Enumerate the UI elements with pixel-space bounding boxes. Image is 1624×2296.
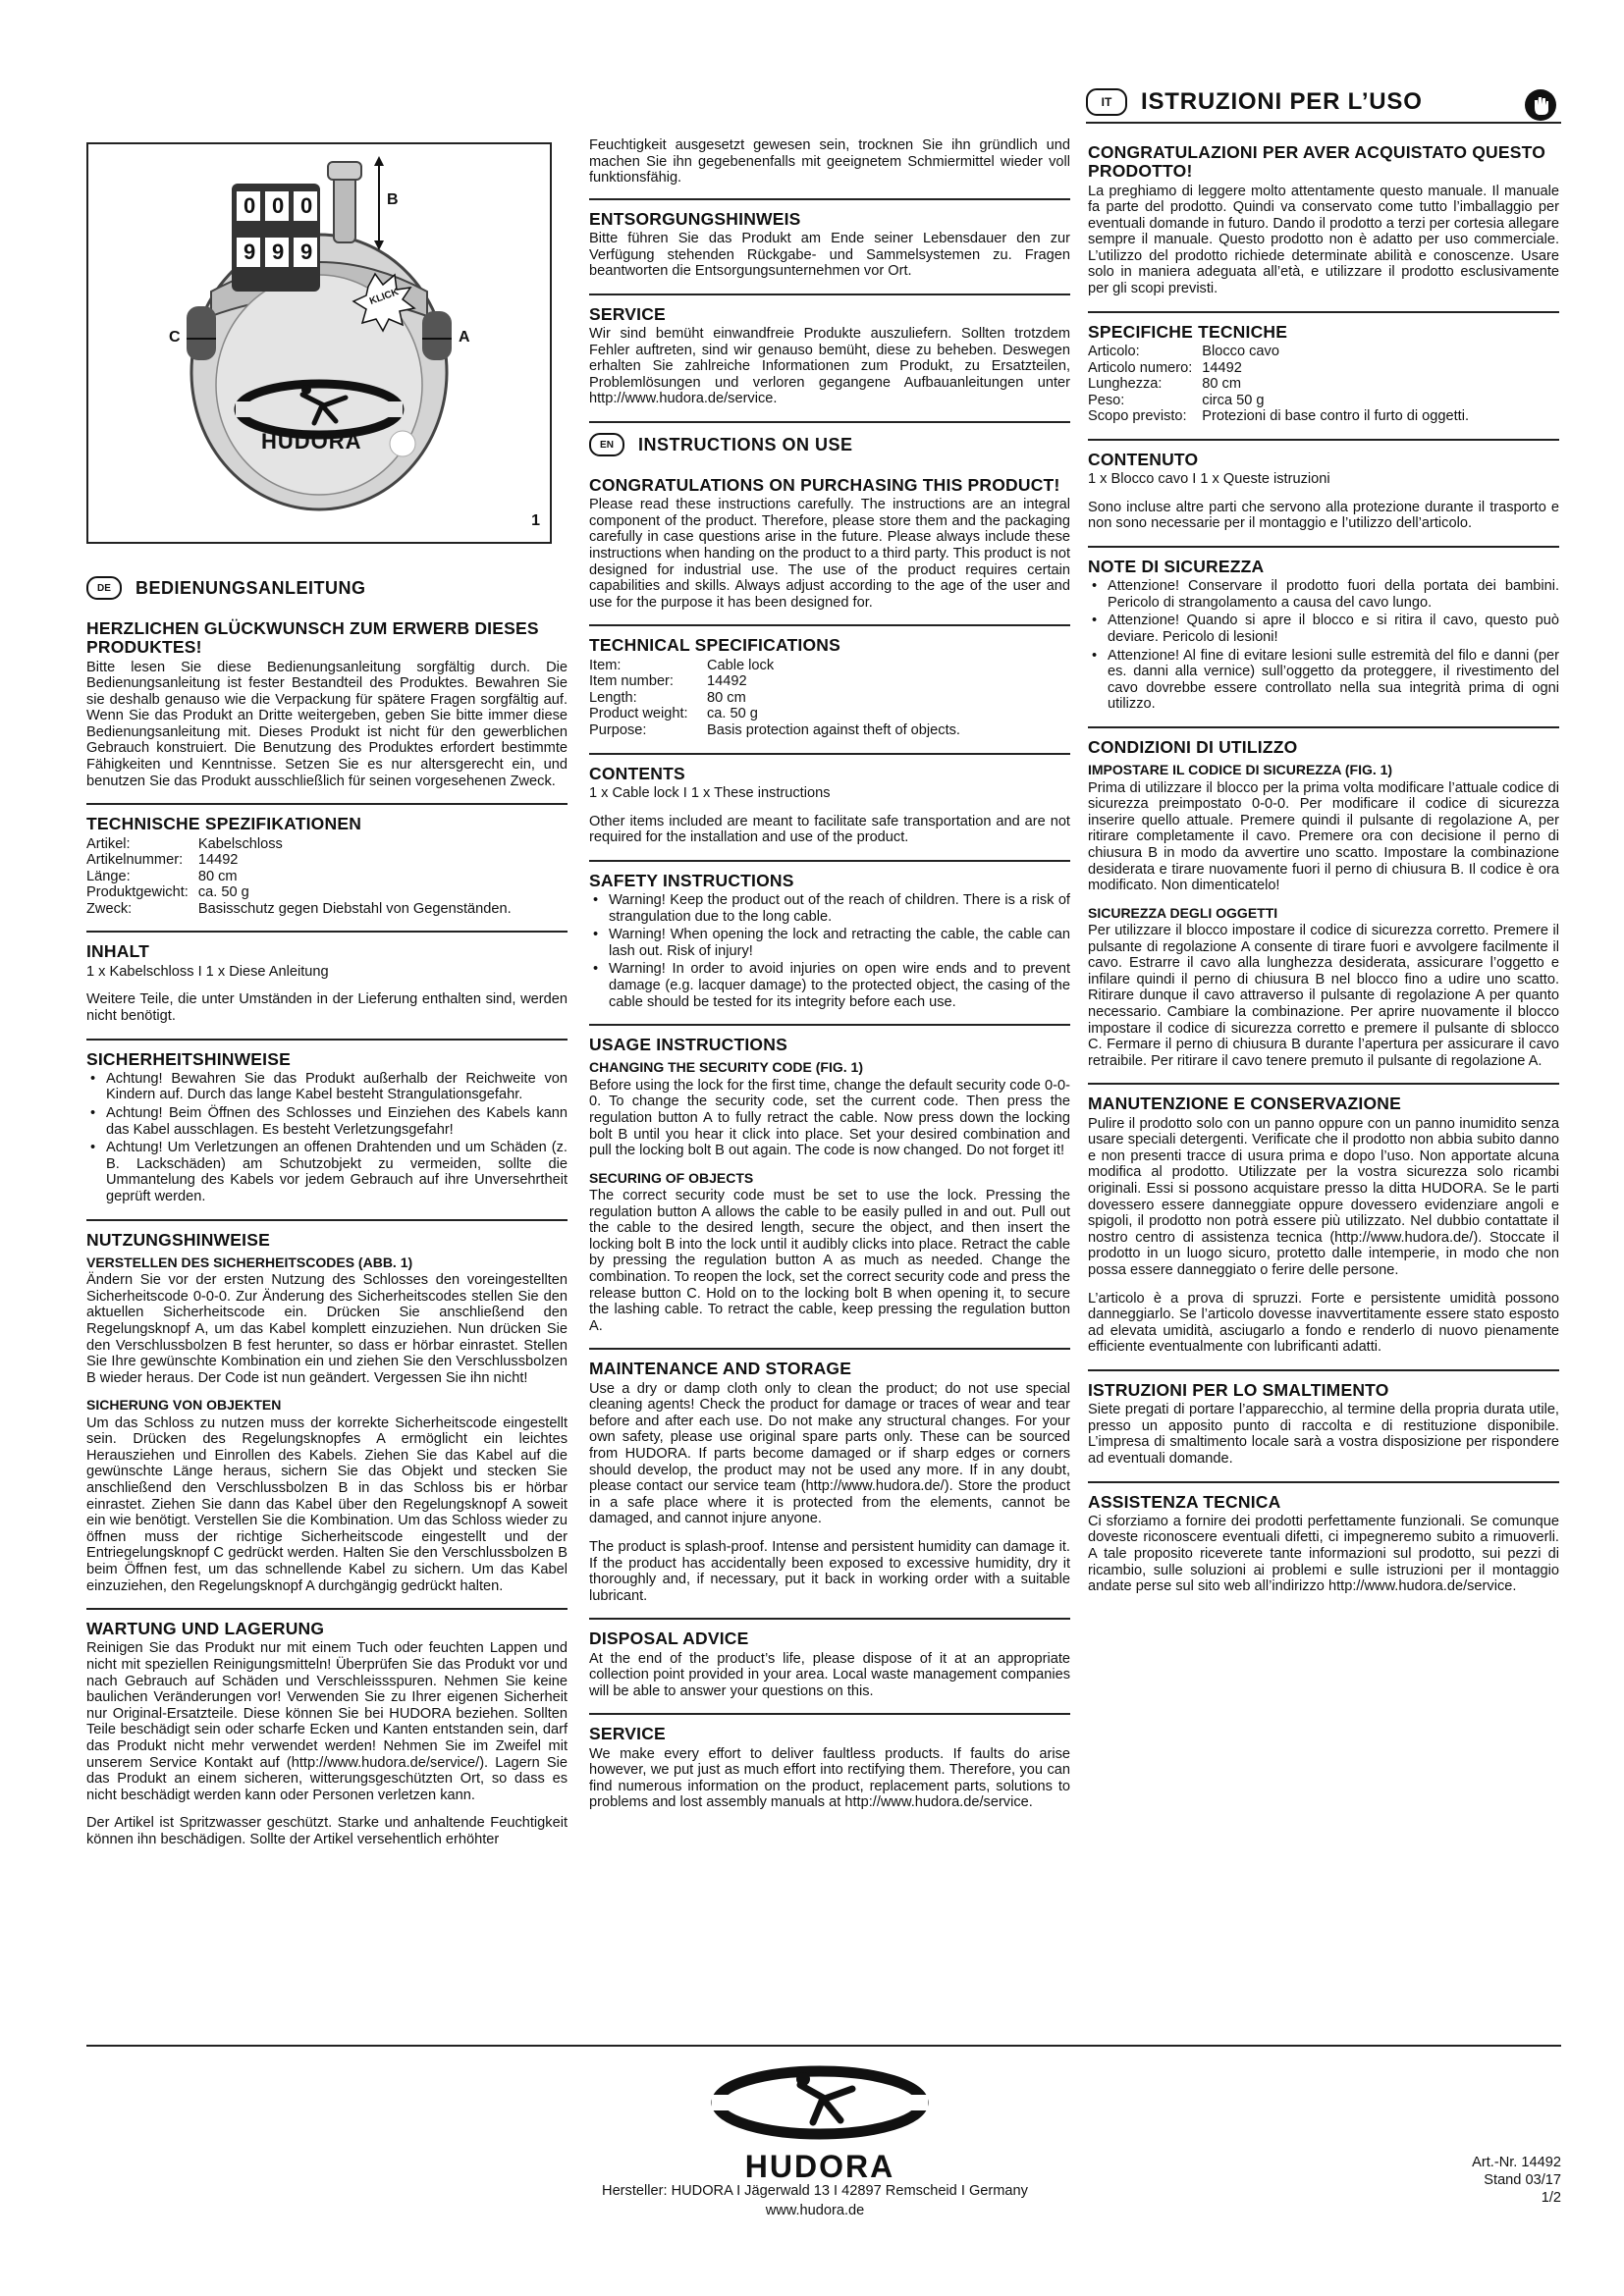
it-usage	[1088, 726, 1559, 1070]
section-heading: SICHERHEITSHINWEISE	[86, 1039, 568, 1069]
dial-digit: 0	[244, 193, 256, 218]
spec-value: 14492	[707, 673, 747, 690]
brand-wordmark: HUDORA	[744, 2149, 895, 2184]
subheading: IMPOSTARE IL CODICE DI SICUREZZA (FIG. 1)	[1088, 762, 1393, 778]
document-header	[1086, 88, 1423, 116]
paragraph: Prima di utilizzare il blocco per la prima volta modificare l’attuale codice di sicurezza preimpostato 0-0-0. Per modificare il codice di sicurezza inserire quello attuale. Premere quindi il pulsante di regolazione A, per ritirare completamente il cavo. Premere ora con decisione il perno di chiusura B in modo da avvertire uno scatto. Impostare la combinazione desiderata e tirare nuovamente fuori il perno di chiusura B. Il codice è ora modificato. Non dimenticatelo!	[1088, 779, 1559, 894]
list-item: • Achtung! Um Verletzungen an offenen Drahtenden und um Schäden (z. B. Lackschäden) am Schutzobjekt zu vermeiden, sollte die Ummantelung des Kabels vor jedem Gebrauch auf ihre Unversehrtheit geprüft werden.	[106, 1140, 568, 1204]
section-heading: USAGE INSTRUCTIONS	[589, 1024, 1070, 1054]
section-heading: MAINTENANCE AND STORAGE	[589, 1348, 1070, 1378]
section-heading: NOTE DI SICUREZZA	[1088, 546, 1559, 576]
spec-key: Length:	[589, 689, 637, 706]
spec-value: Basisschutz gegen Diebstahl von Gegenständen.	[197, 900, 512, 917]
paragraph: 1 x Blocco cavo I 1 x Queste istruzioni	[1088, 471, 1330, 488]
list-item: • Achtung! Beim Öffnen des Schlosses und Einziehen des Kabels kann das Kabel ausschlagen. Es besteht Verletzungsgefahr!	[106, 1105, 568, 1138]
subheading: SECURING OF OBJECTS	[589, 1169, 754, 1186]
en-maintenance	[589, 1348, 1070, 1604]
section-heading: SERVICE	[589, 294, 1070, 324]
column-german	[86, 572, 568, 1862]
spec-row	[1088, 408, 1479, 425]
list-item: • Warning! When opening the lock and retracting the cable, the cable can lash out. Risk of injury!	[609, 927, 1070, 959]
dial-digit: 9	[244, 240, 256, 264]
paragraph: Um das Schloss zu nutzen muss der korrekte Sicherheitscode eingestellt sein. Drücken des Regelungsknopfes A ermöglicht ein leichtes Herausziehen und Einrollen des Kabels. Ziehen Sie das Kabel auf die gewünschte Länge heraus, sichern Sie das Objekt und stecken Sie anschließend den Verschlussbolzen B in das Schloss bis er hörbar einrastet. Ziehen Sie dann das Kabel über den Regelungsknopf A soweit ein wie benötigt. Verstellen Sie die Kombination. Um das Schloss wieder zu öffnen muss der richtige Sicherheitscode eingestellt und der Entriegelungsknopf C gedrückt werden. Halten Sie den Verschlussbolzen B beim Öffnen fest, um das schnellende Kabel zu sichern. Um das Kabel einzuziehen, den Regelungsknopf A durchgängig gedrückt halten.	[86, 1415, 568, 1594]
german-section-header	[86, 576, 568, 600]
en-contents	[589, 753, 1070, 846]
spec-key: Peso:	[1088, 392, 1125, 408]
figure-brand: HUDORA	[261, 429, 362, 454]
spec-row	[1088, 360, 1479, 377]
subheading: VERSTELLEN DES SICHERHEITSCODES (ABB. 1)	[86, 1254, 413, 1270]
spec-key: Articolo numero:	[1088, 359, 1193, 376]
spec-key: Länge:	[86, 868, 131, 884]
it-service	[1088, 1481, 1559, 1595]
brand-swoosh-icon	[707, 2063, 933, 2142]
spec-value: Protezioni di base contro il furto di oggetti.	[1202, 408, 1470, 425]
spec-row	[86, 901, 521, 918]
spec-key: Articolo:	[1088, 343, 1140, 359]
language-badge-it: IT	[1086, 88, 1127, 116]
de-spec	[86, 803, 568, 917]
safety-list	[1088, 578, 1559, 713]
spec-value: ca. 50 g	[707, 706, 758, 722]
spec-value: 80 cm	[707, 689, 746, 706]
section-heading: ENTSORGUNGSHINWEIS	[589, 198, 1070, 229]
figure-label-b: B	[387, 191, 399, 208]
paragraph: Please read these instructions carefully. The instructions are an integral component of the product. Therefore, please store them and the packaging carefully in case questions arise in the future. Please always include these instructions when handing on the product to a third party. This product is not designed for industrial use. The use of the product requires certain capabilities and skills. Always adjust according to the age of the user and use for the purpose it has been designed for.	[589, 497, 1070, 611]
page-number: 1/2	[1541, 2190, 1561, 2206]
section-heading: TECHNICAL SPECIFICATIONS	[589, 624, 1070, 655]
section-heading: CONGRATULATIONS ON PURCHASING THIS PRODUCT!	[589, 475, 1060, 496]
spec-value: Basis protection against theft of objects.	[707, 722, 960, 739]
spec-row	[1088, 376, 1479, 393]
paragraph: Siete pregati di portare l’apparecchio, al termine della propria durata utile, presso un apposito punto di raccolta e di restituzione disponibile. L’impresa di smaltimento locale sarà a vostra disposizione per rispondere ad eventuali domande.	[1088, 1402, 1559, 1468]
it-maintenance	[1088, 1083, 1559, 1356]
spec-key: Artikel:	[86, 835, 131, 852]
de-congrats	[86, 614, 568, 789]
spec-key: Artikelnummer:	[86, 852, 184, 869]
paragraph: The correct security code must be set to use the lock. Pressing the regulation button A allows the cable to be easily pulled in and out. Pull out the cable to the desired length, secure the object, and then insert the locking bolt B into the lock until it audibly clicks into place. Retract the cable by pressing the regulation button A as much as needed. Change the combination. To reopen the lock, set the correct security code and press the release button C. Hold on to the locking bolt B when opening it, to secure the lashing cable. To retract the cable, keep pressing the regulation button A.	[589, 1188, 1070, 1334]
list-item: • Achtung! Bewahren Sie das Produkt außerhalb der Reichweite von Kindern auf. Durch das lange Kabel besteht Strangulationsgefahr.	[106, 1071, 568, 1103]
website-link[interactable]: www.hudora.de	[765, 2203, 865, 2218]
cable-lock-illustration	[88, 144, 550, 542]
paragraph: 1 x Kabelschloss I 1 x Diese Anleitung	[86, 963, 329, 980]
german-title: BEDIENUNGSANLEITUNG	[135, 577, 366, 598]
paragraph: Weitere Teile, die unter Umständen in der Lieferung enthalten sind, werden nicht benötigt.	[86, 991, 568, 1024]
spec-value: 14492	[197, 852, 239, 869]
spec-key: Item number:	[589, 673, 674, 690]
section-heading: SERVICE	[589, 1713, 1070, 1743]
revision-date: Stand 03/17	[1484, 2172, 1561, 2188]
paragraph: Use a dry or damp cloth only to clean the product; do not use special cleaning agents! Check the product for damage or traces of wear and tear before and after each use. Do not make any structural changes. For your own safety, please use original spare parts only. These can be sourced from HUDORA. If parts become damaged or if sharp edges or corners should develop, the product may not be used any more. If in any doubt, please contact our service team (http://www.hudora.de/). Store the product in a safe place where it is protected from the elements, cannot be damaged, and cannot injure anyone.	[589, 1380, 1070, 1527]
section-heading: ASSISTENZA TECNICA	[1088, 1481, 1559, 1512]
spec-row	[589, 706, 970, 722]
it-spec	[1088, 311, 1559, 425]
paragraph: Feuchtigkeit ausgesetzt gewesen sein, trocknen Sie ihn gründlich und machen Sie ihn gegebenenfalls mit geeignetem Schmiermittel wieder voll funktionsfähig.	[589, 137, 1070, 187]
en-congrats	[589, 470, 1070, 611]
paragraph: The product is splash-proof. Intense and persistent humidity can damage it. If the product has accidentally been exposed to excessive humidity, dry it thoroughly and, if necessary, put it back in working order with a suitable lubricant.	[589, 1539, 1070, 1604]
figure-label-c: C	[169, 329, 181, 346]
page-title: ISTRUZIONI PER L’USO	[1141, 88, 1423, 115]
paragraph: Sono incluse altre parti che servono alla protezione durante il trasporto e non sono necessarie per il montaggio e l’utilizzo dell’articolo.	[1088, 499, 1559, 532]
spec-row	[86, 836, 521, 853]
dial-digit: 0	[272, 193, 285, 218]
english-title: INSTRUCTIONS ON USE	[638, 434, 853, 454]
section-heading: CONTENUTO	[1088, 439, 1559, 469]
list-item: • Attenzione! Quando si apre il blocco e si ritira il cavo, questo può deviare. Pericolo di lesioni!	[1108, 613, 1559, 645]
section-heading: CONGRATULAZIONI PER AVER ACQUISTATO QUESTO PRODOTTO!	[1088, 142, 1546, 182]
spec-key: Zweck:	[86, 900, 133, 917]
en-service	[589, 1713, 1070, 1811]
hudora-logo	[707, 2063, 933, 2184]
it-disposal	[1088, 1369, 1559, 1468]
paragraph: Per utilizzare il blocco impostare il codice di sicurezza corretto. Premere il pulsante di regolazione A consente di tirare fuori e avvolgere facilmente il cavo. Estrarre il cavo alla lunghezza desiderata, assicurare l’oggetto e infilare quindi il perno di chiusura B nel blocco fino a udire uno scatto. Ritirare dunque il cavo attraverso il pulsante di regolazione A per quanto necessario. Cambiare la combinazione. Per aprire nuovamente il blocco impostare il codice di sicurezza corretto e premere il pulsante di sblocco C. Fermare il perno di chiusura B durante l’apertura per assicurare il cavo retraibile. Per ritirare il cavo tenere premuto il pulsante di regolazione A.	[1088, 923, 1559, 1069]
paragraph: L’articolo è a prova di spruzzi. Forte e persistente umidità possono danneggiarlo. Se l’articolo dovesse inavvertitamente essere stato esposto ad elevata umidità, asciugarlo a fondo e renderlo di nuovo pienamente efficiente eventualmente con lubrificanti adatti.	[1088, 1290, 1559, 1356]
section-heading: ISTRUZIONI PER LO SMALTIMENTO	[1088, 1369, 1559, 1400]
subheading: CHANGING THE SECURITY CODE (FIG. 1)	[589, 1059, 863, 1076]
section-heading: CONDIZIONI DI UTILIZZO	[1088, 726, 1559, 757]
column-english	[589, 137, 1070, 1825]
spec-key: Item:	[589, 657, 622, 673]
english-section-header	[589, 421, 1070, 456]
language-badge-en: EN	[589, 433, 624, 456]
list-item: • Attenzione! Conservare il prodotto fuori della portata dei bambini. Pericolo di strangolamento a causa del cavo lungo.	[1108, 578, 1559, 611]
spec-row	[86, 852, 521, 869]
en-disposal	[589, 1618, 1070, 1699]
de-usage	[86, 1219, 568, 1595]
spec-row	[1088, 393, 1479, 409]
paragraph: Ändern Sie vor der ersten Nutzung des Schlosses den voreingestellten Sicherheitscode 0-0-0. Zur Änderung des Sicherheitscodes stellen Sie den aktuellen Sicherheitscode ein. Drücken Sie anschließend den Regelungsknopf A, um das Kabel komplett einzuziehen. Nun drücken Sie den Verschlussbolzen B fest herunter, so dass er hörbar einrastet. Stellen Sie Ihre gewünschte Kombination ein und ziehen Sie den Verschlussbolzen B wieder heraus. Der Code ist nun geändert. Vergessen Sie ihn nicht!	[86, 1272, 568, 1386]
safety-list	[589, 892, 1070, 1010]
paragraph: Other items included are meant to facilitate safe transportation and are not required for the installation and use of the product.	[589, 813, 1070, 846]
spec-table	[86, 836, 521, 918]
spec-row	[589, 722, 970, 739]
spec-key: Lunghezza:	[1088, 376, 1163, 393]
section-heading: SAFETY INSTRUCTIONS	[589, 860, 1070, 890]
de-service	[589, 294, 1070, 407]
spec-row	[86, 884, 521, 901]
spec-table	[589, 658, 970, 739]
spec-row	[1088, 344, 1479, 360]
de-safety	[86, 1039, 568, 1205]
spec-value: ca. 50 g	[197, 884, 249, 901]
section-heading: INHALT	[86, 931, 568, 961]
paragraph: Bitte führen Sie das Produkt am Ende seiner Lebensdauer den zur Verfügung stehenden Rückgabe- und Sammelsystemen zu. Fragen beantworten die Entsorgungsunternehmen vor Ort.	[589, 231, 1070, 280]
section-heading: NUTZUNGSHINWEISE	[86, 1219, 568, 1250]
spec-key: Product weight:	[589, 706, 688, 722]
subheading: SICUREZZA DEGLI OGGETTI	[1088, 904, 1278, 921]
paragraph: Before using the lock for the first time, change the default security code 0-0-0. To change the security code, set the current code. Then press the regulation button A to fully retract the cable. Now press down the locking bolt B until you hear it click into place. Set your desired combination and pull the locking bolt B out again. The code is now changed. Do not forget it!	[589, 1077, 1070, 1159]
paragraph: At the end of the product’s life, please dispose of it at an appropriate collection point provided in your area. Local waste management companies will be able to answer your questions on this.	[589, 1650, 1070, 1699]
dial-digit: 9	[300, 240, 313, 264]
list-item: • Attenzione! Al fine di evitare lesioni sulle estremità del filo e danni (per es. danni alla vernice) sull’oggetto da proteggere, il rivestimento del cavo dovrebbe essere controllato nella sua integrità prima di ogni utilizzo.	[1108, 648, 1559, 713]
paragraph: We make every effort to deliver faultless products. If faults do arise however, we put just as much effort into rectifying them. Therefore, you can find numerous information on the product, replacement parts, solutions to problems and lost assembly manuals at http://www.hudora.de/service.	[589, 1745, 1070, 1811]
spec-value: 80 cm	[1202, 376, 1242, 393]
en-spec	[589, 624, 1070, 738]
spec-table	[1088, 344, 1479, 425]
section-heading: TECHNISCHE SPEZIFIKATIONEN	[86, 803, 568, 833]
spec-key: Purpose:	[589, 722, 647, 739]
language-badge-de: DE	[86, 576, 122, 600]
subheading: SICHERUNG VON OBJEKTEN	[86, 1397, 282, 1414]
spec-value: circa 50 g	[1202, 392, 1265, 408]
it-safety	[1088, 546, 1559, 713]
header-rule	[1086, 122, 1561, 124]
article-number: Art.-Nr. 14492	[1472, 2155, 1561, 2170]
spec-value: Blocco cavo	[1202, 343, 1279, 359]
en-safety	[589, 860, 1070, 1010]
paragraph: Ci sforziamo a fornire dei prodotti perfettamente funzionali. Se comunque doveste riconoscere eventuali difetti, ci impegneremo subito a rimuoverli. A tale proposito riceverete tante informazioni sul prodotto, sui pezzi di ricambio, sulle soluzioni ai problemi e sulle istruzioni per il montaggio andate perse sul sito web all’indirizzo http://www.hudora.de/service.	[1088, 1513, 1559, 1595]
list-item: • Warning! In order to avoid injuries on open wire ends and to prevent damage (e.g. lacquer damage) to the protected object, the casing of the cable should be tested for its integrity before each use.	[609, 961, 1070, 1010]
section-heading: DISPOSAL ADVICE	[589, 1618, 1070, 1648]
paragraph: Reinigen Sie das Produkt nur mit einem Tuch oder feuchten Lappen und nicht mit speziellen Reinigungsmitteln! Überprüfen Sie das Produkt vor und nach Gebrauch auf Schäden und Verschleissspuren. Nehmen Sie keine baulichen Veränderungen vor! Verwenden Sie zu Ihrer eigenen Sicherheit nur Original-Ersatzteile. Diese können Sie bei HUDORA beziehen. Sollten Teile beschädigt sein oder scharfe Ecken und Kanten entstanden sein, darf das Produkt nicht mehr verwendet werden! Nehmen Sie im Zweifel mit unserem Service Kontakt auf (http://www.hudora.de/service/). Lagern Sie das Produkt an einem sicheren, witterungsgeschützten Ort, so dass es nicht beschädigt werden kann oder Personen verletzen kann.	[86, 1640, 568, 1803]
section-heading: HERZLICHEN GLÜCKWUNSCH ZUM ERWERB DIESES PRODUKTES!	[86, 618, 539, 658]
spec-row	[589, 690, 970, 707]
dial-digit: 0	[300, 193, 313, 218]
section-heading: WARTUNG UND LAGERUNG	[86, 1608, 568, 1638]
section-heading: MANUTENZIONE E CONSERVAZIONE	[1088, 1083, 1559, 1113]
it-congrats	[1088, 137, 1559, 297]
paragraph: Bitte lesen Sie diese Bedienungsanleitung sorgfältig durch. Die Bedienungsanleitung ist fester Bestandteil des Produktes. Bewahren Sie sie deshalb genauso wie die Verpackung für spätere Fragen sorgfältig auf. Wenn Sie das Produkt an Dritte weitergeben, geben Sie bitte immer diese Bedienungsanleitung mit. Dieses Produkt ist nicht für den gewerblichen Gebrauch konstruiert. Die Benutzung des Produktes erfordert bestimmte Fähigkeiten und Kenntnisse. Setzen Sie es nur altersgerecht ein, und benutzen Sie das Produkt ausschließlich für seinen vorgesehenen Zweck.	[86, 659, 568, 789]
it-contents	[1088, 439, 1559, 532]
spec-key: Produktgewicht:	[86, 884, 189, 901]
de-disposal	[589, 198, 1070, 280]
spec-row	[589, 673, 970, 690]
paragraph: Wir sind bemüht einwandfreie Produkte auszuliefern. Sollten trotzdem Fehler auftreten, sind wir genauso bemüht, diese zu beheben. Deswegen erhalten Sie zahlreiche Informationen zum Produkt, zu Ersatzteilen, Problemlösungen und verloren gegangene Aufbauanleitungen unter http://www.hudora.de/service.	[589, 326, 1070, 407]
figure-number: 1	[531, 512, 540, 529]
de-maintenance	[86, 1608, 568, 1847]
en-usage	[589, 1024, 1070, 1334]
spec-value: Cable lock	[707, 657, 775, 673]
hand-pointer-icon	[1524, 88, 1557, 122]
dial-digit: 9	[272, 240, 285, 264]
paragraph: Pulire il prodotto solo con un panno oppure con un panno inumidito senza usare speciali detergenti. Verificate che il prodotto non abbia subito danno e non presenti tracce di usura prima e dopo l’uso. Non apportate alcuna modifica al prodotto. Utilizzate per la vostra sicurezza solo ricambi originali. Essi si possono acquistare presso la ditta HUDORA. Se le parti dovessero essere danneggiate oppure dovessero evidenziare angoli e spigoli, il prodotto non potrà essere più utilizzato. Nel dubbio contattate il nostro centro di assistenza tecnica (http://www.hudora.de/). Stoccate il prodotto in un luogo sicuro, protetto dalle intemperie, in modo che non possa essere danneggiato o ferire delle persone.	[1088, 1115, 1559, 1279]
spec-value: Kabelschloss	[197, 835, 283, 852]
footer-meta	[1472, 2154, 1561, 2207]
figure-1	[86, 142, 552, 544]
spec-value: 14492	[1202, 359, 1242, 376]
list-item: • Warning! Keep the product out of the reach of children. There is a risk of strangulation due to the long cable.	[609, 892, 1070, 925]
manufacturer-address: Hersteller: HUDORA I Jägerwald 13 I 42897 Remscheid I Germany	[602, 2183, 1028, 2199]
spec-row	[86, 869, 521, 885]
de-contents	[86, 931, 568, 1024]
section-heading: SPECIFICHE TECNICHE	[1088, 311, 1559, 342]
spec-row	[589, 658, 970, 674]
klick-label: KLICK	[368, 287, 401, 307]
column-italian	[1088, 137, 1559, 1609]
footer-address	[471, 2181, 1159, 2220]
spec-key: Scopo previsto:	[1088, 408, 1187, 425]
spec-value: 80 cm	[197, 868, 238, 884]
paragraph: Der Artikel ist Spritzwasser geschützt. Starke und anhaltende Feuchtigkeit können ihn beschädigen. Sollte der Artikel versehentlich erhöhter	[86, 1815, 568, 1847]
paragraph: 1 x Cable lock I 1 x These instructions	[589, 784, 831, 801]
safety-list	[86, 1071, 568, 1205]
footer-rule	[86, 2045, 1561, 2047]
paragraph: La preghiamo di leggere molto attentamente questo manuale. Il manuale fa parte del prodotto. Quindi va conservato come tutto l’imballaggio per eventuali domande in futuro. Dando il prodotto a terzi per cortesia allegare sempre il manuale. Questo prodotto non è adatto per uso commerciale. L’utilizzo del prodotto richiede determinate abilità e conoscenze. Usare solo in maniera adeguata all’età, e utilizzare il prodotto esclusivamente per gli scopi previsti.	[1088, 183, 1559, 297]
section-heading: CONTENTS	[589, 753, 1070, 783]
figure-label-a: A	[459, 329, 470, 346]
